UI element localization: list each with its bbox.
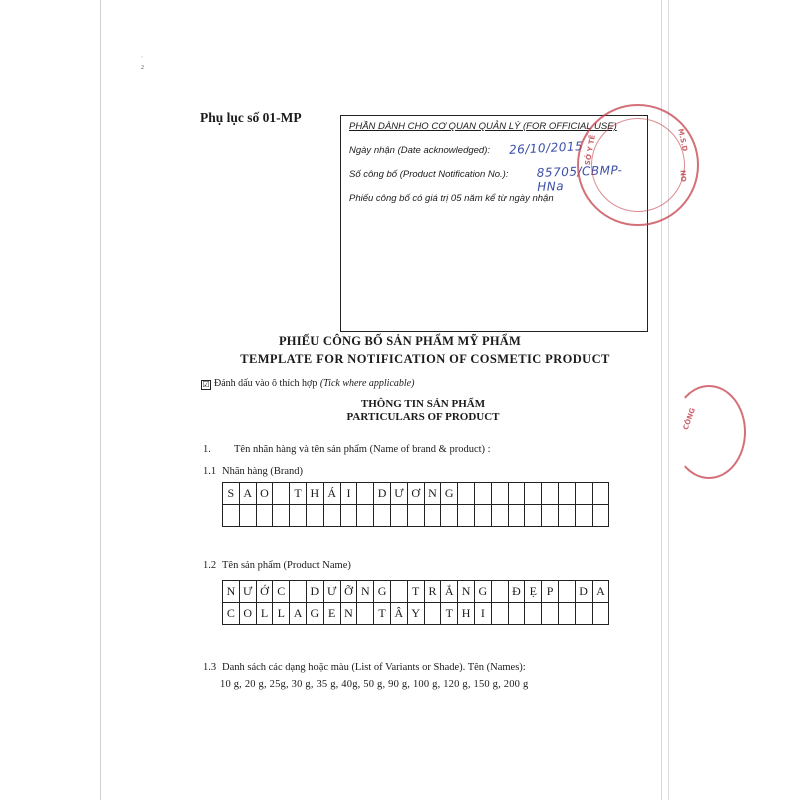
- section-1-number: 1.: [203, 444, 211, 455]
- letter-cell: I: [474, 603, 491, 625]
- letter-cell: G: [306, 603, 323, 625]
- letter-cell: [239, 505, 256, 527]
- letter-cell: [592, 505, 609, 527]
- section-1-1-label: Nhãn hàng (Brand): [222, 466, 304, 477]
- letter-cell: [575, 603, 592, 625]
- tick-instruction: [201, 378, 414, 389]
- letter-cell: [558, 581, 575, 603]
- letter-cell: [374, 505, 391, 527]
- letter-cell: N: [458, 581, 475, 603]
- letter-cell: [575, 505, 592, 527]
- letter-cell: [474, 505, 491, 527]
- letter-cell: Â: [390, 603, 407, 625]
- section-1-3-number: 1.3: [203, 662, 217, 673]
- checkbox-icon: ☑: [202, 380, 210, 389]
- letter-cell: [290, 581, 307, 603]
- letter-cell: Ư: [390, 483, 407, 505]
- letter-cell: N: [223, 581, 240, 603]
- letter-cell: T: [407, 581, 424, 603]
- handwritten-date: 26/10/2015: [508, 139, 584, 157]
- letter-cell: [558, 483, 575, 505]
- letter-cell: G: [441, 483, 458, 505]
- section-1-label: Tên nhãn hàng và tên sản phẩm (Name of brand & product) :: [234, 444, 491, 455]
- letter-cell: [491, 505, 508, 527]
- letter-cell: Ẹ: [525, 581, 542, 603]
- letter-cell: [407, 505, 424, 527]
- letter-cell: [508, 505, 525, 527]
- section-title-vi: THÔNG TIN SẢN PHẨM: [360, 398, 486, 410]
- letter-cell: A: [290, 603, 307, 625]
- appendix-label: Phụ lục số 01-MP: [200, 110, 302, 125]
- grid-row: [223, 581, 609, 603]
- letter-cell: [474, 483, 491, 505]
- letter-cell: [458, 483, 475, 505]
- letter-cell: [558, 603, 575, 625]
- section-title-en: PARTICULARS OF PRODUCT: [346, 411, 500, 423]
- seal-fragment: CÔNG: [672, 385, 746, 479]
- letter-cell: [508, 483, 525, 505]
- letter-cell: G: [374, 581, 391, 603]
- handwritten-number: 85705/CBMP-HNa: [536, 162, 623, 194]
- letter-cell: [525, 483, 542, 505]
- letter-cell: A: [239, 483, 256, 505]
- tick-instruction-en: (Tick where applicable): [319, 378, 415, 389]
- letter-cell: Ớ: [256, 581, 273, 603]
- letter-cell: [508, 603, 525, 625]
- letter-cell: R: [424, 581, 441, 603]
- letter-cell: A: [592, 581, 609, 603]
- letter-cell: Y: [407, 603, 424, 625]
- letter-cell: Á: [323, 483, 340, 505]
- letter-cell: [306, 505, 323, 527]
- letter-cell: [542, 505, 559, 527]
- section-1-2-number: 1.2: [203, 560, 217, 571]
- letter-cell: O: [239, 603, 256, 625]
- letter-cell: D: [575, 581, 592, 603]
- letter-cell: D: [374, 483, 391, 505]
- section-1-3-label: Danh sách các dạng hoặc màu (List of Variants or Shade). Tên (Names):: [222, 662, 526, 673]
- letter-cell: L: [256, 603, 273, 625]
- letter-cell: H: [306, 483, 323, 505]
- validity-note: Phiếu công bố có giá trị 05 năm kể từ ngày nhận: [349, 193, 554, 204]
- notification-number-label: Số công bố (Product Notification No.):: [349, 169, 509, 180]
- letter-cell: [558, 505, 575, 527]
- grid-row: [223, 603, 609, 625]
- date-acknowledged-label: Ngày nhận (Date acknowledged):: [349, 145, 491, 156]
- section-1-1-number: 1.1: [203, 466, 217, 477]
- letter-cell: [592, 603, 609, 625]
- grid-row: [223, 505, 609, 527]
- letter-cell: [290, 505, 307, 527]
- tick-instruction-vi: Đánh dấu vào ô thích hợp: [214, 378, 318, 389]
- letter-cell: C: [273, 581, 290, 603]
- letter-cell: [592, 483, 609, 505]
- office-use-header: PHẦN DÀNH CHO CƠ QUAN QUẢN LÝ (FOR OFFICIAL USE): [349, 121, 617, 132]
- letter-cell: N: [424, 483, 441, 505]
- letter-cell: I: [340, 483, 357, 505]
- brand-grid: [222, 482, 609, 527]
- letter-cell: Đ: [508, 581, 525, 603]
- letter-cell: [390, 581, 407, 603]
- letter-cell: Ơ: [407, 483, 424, 505]
- letter-cell: [273, 483, 290, 505]
- letter-cell: D: [306, 581, 323, 603]
- title-vietnamese: PHIẾU CÔNG BỐ SẢN PHẨM MỸ PHẨM: [278, 334, 522, 348]
- product-name-grid: [222, 580, 609, 625]
- letter-cell: [491, 483, 508, 505]
- letter-cell: [424, 505, 441, 527]
- letter-cell: [525, 603, 542, 625]
- letter-cell: [390, 505, 407, 527]
- letter-cell: [323, 505, 340, 527]
- title-english: TEMPLATE FOR NOTIFICATION OF COSMETIC PRODUCT: [240, 352, 610, 366]
- variant-list: 10 g, 20 g, 25g, 30 g, 35 g, 40g, 50 g, 90 g, 100 g, 120 g, 150 g, 200 g: [220, 679, 529, 690]
- letter-cell: G: [474, 581, 491, 603]
- letter-cell: S: [223, 483, 240, 505]
- letter-cell: [542, 603, 559, 625]
- letter-cell: [575, 483, 592, 505]
- letter-cell: P: [542, 581, 559, 603]
- letter-cell: [441, 505, 458, 527]
- letter-cell: [357, 505, 374, 527]
- edge-mark: ´ 2: [141, 57, 144, 71]
- letter-cell: C: [223, 603, 240, 625]
- grid-row: [223, 483, 609, 505]
- letter-cell: [424, 603, 441, 625]
- letter-cell: [491, 581, 508, 603]
- letter-cell: Ư: [323, 581, 340, 603]
- official-seal: SỞ Y TẾ M.S.D NO: [577, 104, 699, 226]
- letter-cell: Ắ: [441, 581, 458, 603]
- letter-cell: L: [273, 603, 290, 625]
- letter-cell: [458, 505, 475, 527]
- letter-cell: N: [357, 581, 374, 603]
- letter-cell: H: [458, 603, 475, 625]
- letter-cell: [340, 505, 357, 527]
- letter-cell: Ư: [239, 581, 256, 603]
- letter-cell: [223, 505, 240, 527]
- letter-cell: N: [340, 603, 357, 625]
- letter-cell: Ỡ: [340, 581, 357, 603]
- letter-cell: T: [374, 603, 391, 625]
- letter-cell: [273, 505, 290, 527]
- letter-cell: [525, 505, 542, 527]
- letter-cell: O: [256, 483, 273, 505]
- letter-cell: [357, 603, 374, 625]
- section-1-2-label: Tên sản phẩm (Product Name): [222, 560, 351, 571]
- letter-cell: T: [441, 603, 458, 625]
- letter-cell: [491, 603, 508, 625]
- letter-cell: E: [323, 603, 340, 625]
- letter-cell: [357, 483, 374, 505]
- letter-cell: T: [290, 483, 307, 505]
- letter-cell: [542, 483, 559, 505]
- letter-cell: [256, 505, 273, 527]
